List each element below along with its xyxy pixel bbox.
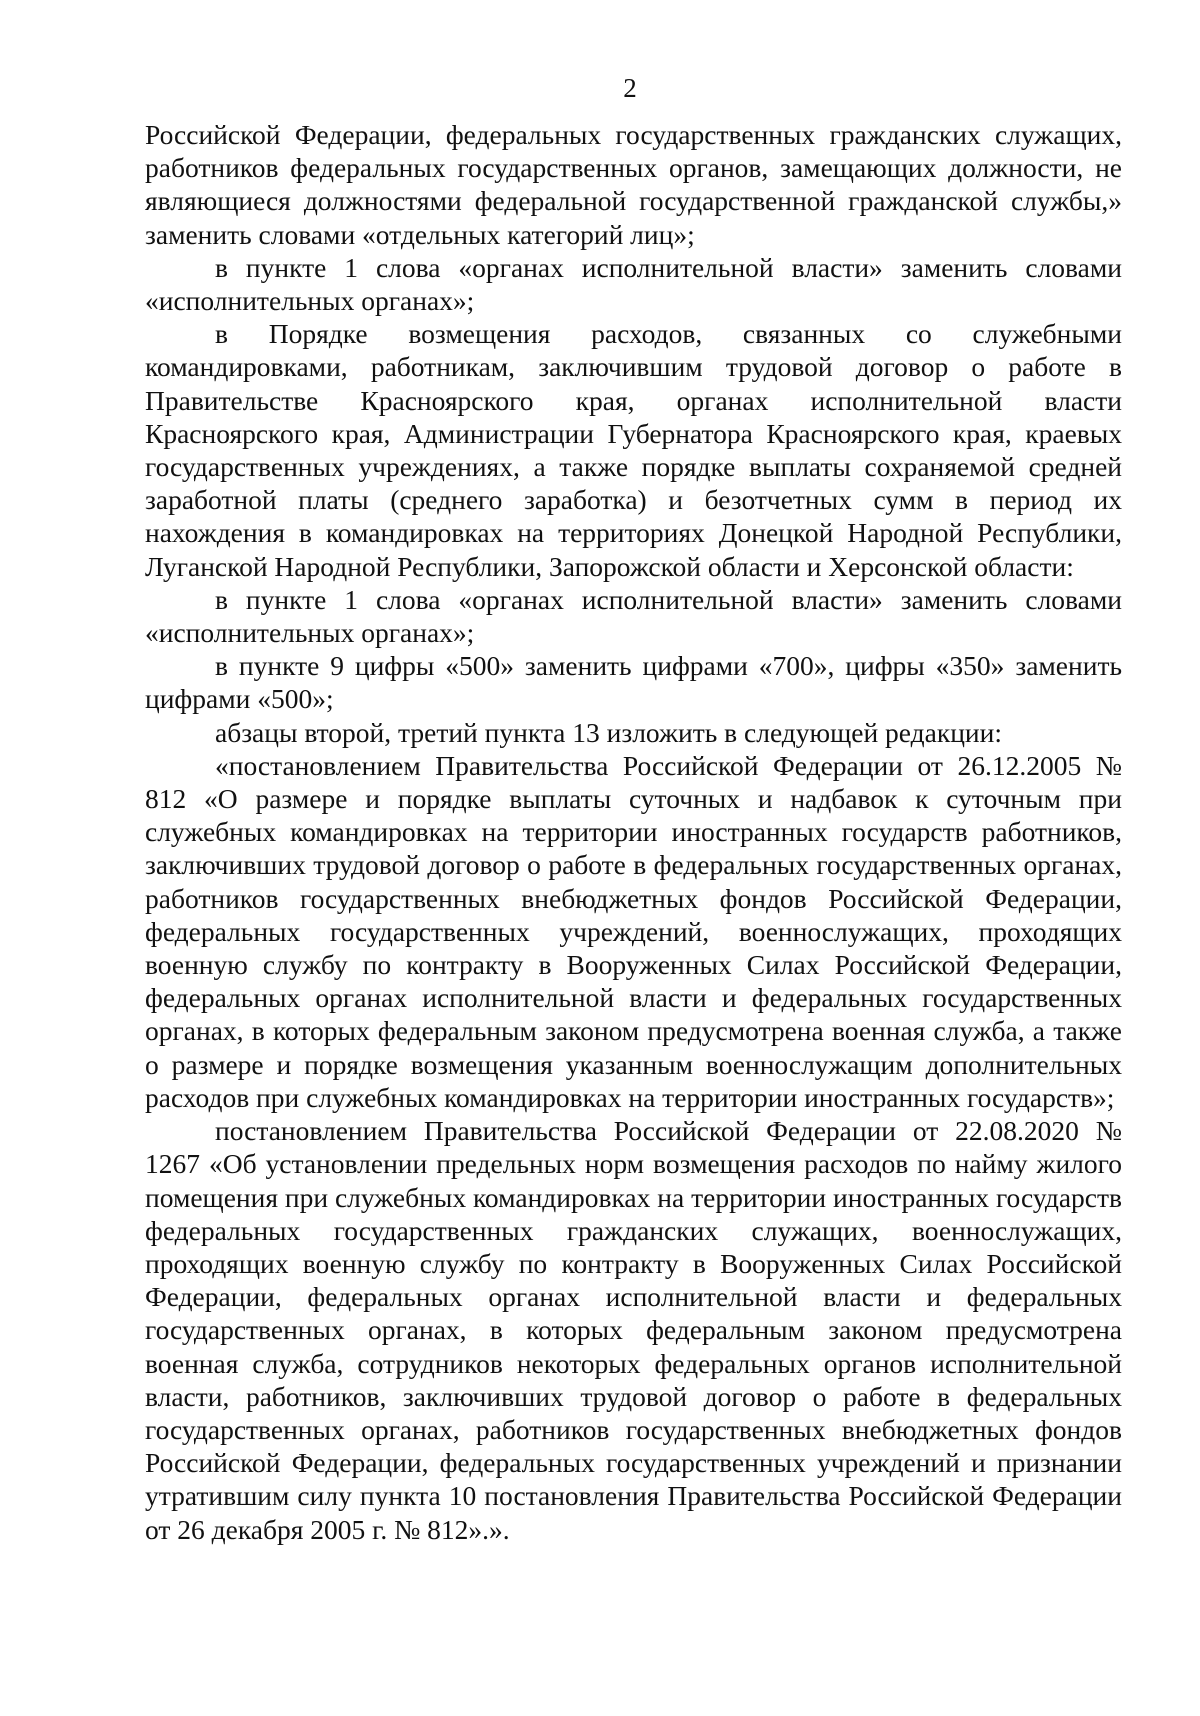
- paragraph-resolution-1267: постановлением Правительства Российской Федерации от 22.08.2020 № 1267 «Об установлении предельных норм возмещения расходов по найму жилого помещения при служебных командировках на территории иностранных государств федеральных государственных гражданских служащих, военнослужащих, проходящих военную службу по контракту в Вооруженных Силах Российской Федерации, федеральных органах исполнительной власти и федеральных государственных органах, в которых федеральным законом предусмотрена военная служба, сотрудников некоторых федеральных органов исполнительной власти, работников, заключивших трудовой договор о работе в федеральных государственных органах, работников государственных внебюджетных фондов Российской Федерации, федеральных государственных учреждений и признании утратившим силу пункта 10 постановления Правительства Российской Федерации от 26 декабря 2005 г. № 812».».: [145, 1115, 1122, 1545]
- paragraph-procedure-title: в Порядке возмещения расходов, связанных со служебными командировками, работникам, заключившим трудовой договор о работе в Правительстве Красноярского края, органах исполнительной власти Красноярского края, Администрации Губернатора Красноярского края, краевых государственных учреждениях, а также порядке выплаты сохраняемой средней заработной платы (среднего заработка) и безотчетных сумм в период их нахождения в командировках на территориях Донецкой Народной Республики, Луганской Народной Республики, Запорожской области и Херсонской области:: [145, 318, 1122, 582]
- paragraph-point-1-amendment: в пункте 1 слова «органах исполнительной власти» заменить словами «исполнительных органах»;: [145, 251, 1122, 317]
- document-body: [145, 118, 1122, 1546]
- paragraph-resolution-812: «постановлением Правительства Российской Федерации от 26.12.2005 № 812 «О размере и порядке выплаты суточных и надбавок к суточным при служебных командировках на территории иностранных государств работников, заключивших трудовой договор о работе в федеральных государственных органах, работников государственных внебюджетных фондов Российской Федерации, федеральных государственных учреждений, военнослужащих, проходящих военную службу по контракту в Вооруженных Силах Российской Федерации, федеральных органах исполнительной власти и федеральных государственных органах, в которых федеральным законом предусмотрена военная служба, а также о размере и порядке возмещения указанным военнослужащим дополнительных расходов при служебных командировках на территории иностранных государств»;: [145, 749, 1122, 1113]
- paragraph-procedure-point-1: в пункте 1 слова «органах исполнительной власти» заменить словами «исполнительных органах»;: [145, 583, 1122, 649]
- paragraph-procedure-point-9: в пункте 9 цифры «500» заменить цифрами «700», цифры «350» заменить цифрами «500»;: [145, 650, 1122, 715]
- page-number: 2: [623, 73, 637, 103]
- paragraph-point-13-intro: абзацы второй, третий пункта 13 изложить в следующей редакции:: [215, 716, 1002, 748]
- paragraph-continuation: Российской Федерации, федеральных государственных гражданских служащих, работников федеральных государственных органов, замещающих должности, не являющиеся должностями федеральной государственной гражданской службы,» заменить словами «отдельных категорий лиц»;: [145, 119, 1122, 250]
